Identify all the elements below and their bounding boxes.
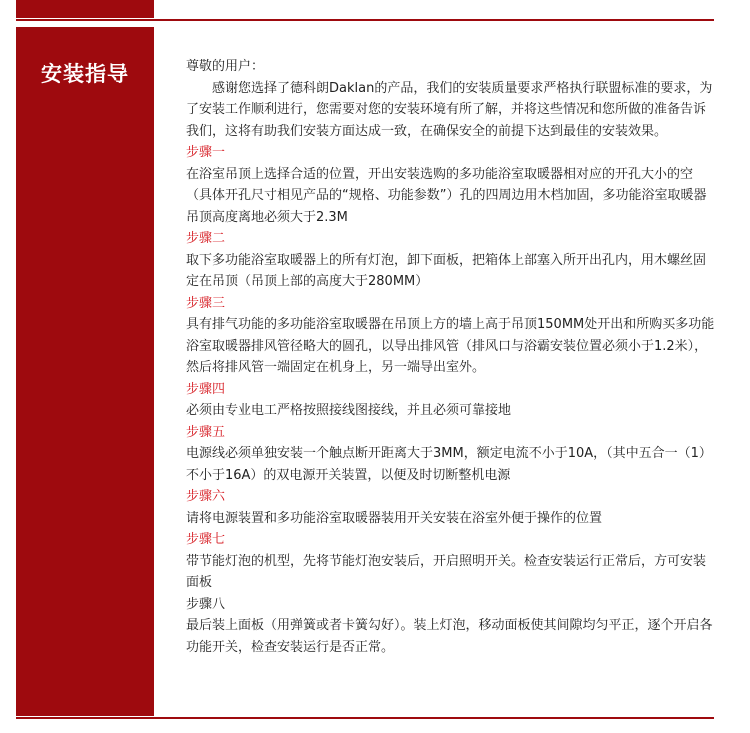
step-5-title: 步骤五: [186, 424, 226, 440]
step-4-title: 步骤四: [186, 381, 226, 397]
step-2-title: 步骤二: [186, 231, 226, 246]
step-7-title: 步骤七: [186, 532, 226, 547]
section-title: 安装指导: [41, 62, 129, 86]
step-5-text: 电源线必须单独安装一个触点断开距离大于3MM，额定电流不小于10A，（其中五合一（1）不小于16A）的双电源开关装置，以便及时切断整机电源: [186, 446, 712, 483]
step-2-text: 取下多功能浴室取暖器上的所有灯泡，卸下面板，把箱体上部塞入所开出孔内，用木螺丝固定在吊顶（吊顶上部的高度大于280MM）: [186, 252, 707, 289]
top-divider: [16, 19, 714, 21]
section-sidebar: [16, 27, 154, 716]
intro-paragraph: 感谢您选择了德科朗Daklan的产品，我们的安装质量要求严格执行联盟标准的要求，为了安装工作顺利进行，您需要对您的安装环境有所了解，并将这些情况和您所做的准备告诉我们，这将有助我们安装方面达成一致，在确保安全的前提下达到最佳的安装效果。: [186, 80, 713, 139]
step-1-title: 步骤一: [186, 145, 226, 160]
step-1-text: 在浴室吊顶上选择合适的位置，开出安装选购的多功能浴室取暖器相对应的开孔大小的空（具体开孔尺寸相见产品的“规格、功能参数”）孔的四周边用木档加固，多功能浴室取暖器吊顶高度离地必须大于2.3M: [186, 166, 707, 225]
step-7-text: 带节能灯泡的机型，先将节能灯泡安装后，开启照明开关。检查安装运行正常后，方可安装面板: [186, 553, 707, 590]
header-red-band: [16, 0, 154, 18]
install-guide-content: [186, 56, 716, 658]
step-8-title: 步骤八: [186, 596, 226, 612]
greeting: 尊敬的用户：: [186, 59, 265, 74]
step-3-text: 具有排气功能的多功能浴室取暖器在吊顶上方的墙上高于吊顶150MM处开出和所购买多功能浴室取暖器排风管径略大的圆孔，以导出排风管（排风口与浴霸安装位置必须小于1.2米），然后将排风管一端固定在机身上，另一端导出室外。: [186, 317, 715, 375]
bottom-divider: [16, 717, 714, 719]
step-6-title: 步骤六: [186, 489, 226, 504]
step-3-title: 步骤三: [186, 295, 226, 311]
step-6-text: 请将电源装置和多功能浴室取暖器装用开关安装在浴室外便于操作的位置: [186, 510, 603, 526]
step-8-text: 最后装上面板（用弹簧或者卡簧勾好）。装上灯泡，移动面板使其间隙均匀平正，逐个开启各功能开关，检查安装运行是否正常。: [186, 618, 713, 655]
step-4-text: 必须由专业电工严格按照接线图接线，并且必须可靠接地: [186, 403, 512, 418]
